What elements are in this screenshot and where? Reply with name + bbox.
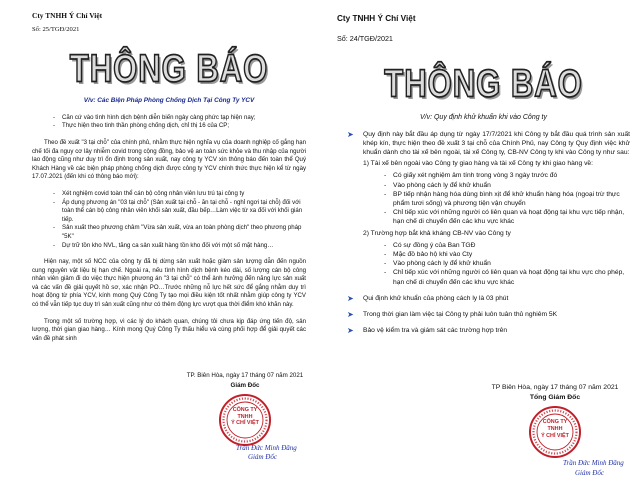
intro-paragraph: Quy định này bắt đầu áp dụng từ ngày 17/7/2021 khi Công ty bắt đầu quá trình sản xuất khép kín, thực hiện theo đề xuất 3 tại chỗ của Chính Phủ, nay Công ty Quy định việc khử khuẩn dành cho tài xế bên ngoài, tài xế Công ty, CB-NV Công ty khi vào Công ty như sau: xyxy=(363,130,630,157)
place-date: TP Biên Hòa, ngày 17 tháng 07 năm 2021 xyxy=(491,384,619,391)
handwritten-signature-role: Giám Đốc xyxy=(575,469,604,477)
signature-block xyxy=(475,383,635,477)
company-seal xyxy=(218,393,272,447)
rule-item-intro xyxy=(337,130,630,287)
section-2-list xyxy=(363,241,630,287)
seal-line: Ý CHÍ VIỆT xyxy=(541,432,569,439)
section-item: - Chỉ tiếp xúc với những người có liên quan và hoạt động tại khu vực cho phép, hạn chế di chuyển đến các khu vực khác xyxy=(381,268,630,286)
section-item: - Chỉ tiếp xúc với những người có liên quan và hoạt động tại khu vực tiếp nhận, hạn chế di chuyển đến các khu vực khác xyxy=(381,208,630,226)
company-name: Cty TNHH Ý Chí Việt xyxy=(337,14,416,23)
measure-item: - Áp dụng phương án "03 tại chỗ" (Sản xuất tại chỗ - ăn tại chỗ - nghỉ ngơi tại chỗ) đối với toàn thể cán bộ công nhân viên khối sản xuất, đầu bếp…Làm việc từ xa đối với khối gián tiếp. xyxy=(50,199,306,225)
basis-item: - Căn cứ vào tình hình dịch bệnh diễn biến ngày càng phức tạp hiện nay; xyxy=(50,114,306,123)
body-paragraph-3: Trong một số trường hợp, vì các lý do khách quan, chúng tôi chưa kịp đáp ứng tiến độ, sản lượng, thời gian giao hàng… Kính mong Quý Công Ty thấu hiểu và cùng phối hợp để giải quyết các vấn đề phát sinh xyxy=(32,317,306,342)
arrow-bullet-icon: ➤ xyxy=(347,293,354,303)
handwritten-signature-role: Giám Đốc xyxy=(248,453,277,461)
subject-line: V/v: Các Biện Pháp Phòng Chống Dịch Tại Công Ty YCV xyxy=(83,97,255,105)
rule-item xyxy=(337,294,630,303)
rules-list xyxy=(337,130,630,336)
measure-item: - Xét nghiệm covid toàn thể cán bộ công nhân viên lưu trú tại công ty xyxy=(50,190,306,199)
place-date: TP. Biên Hòa, ngày 17 tháng 07 năm 2021 xyxy=(186,372,304,379)
section-title: 2) Trường hợp bắt khả kháng CB-NV vào Công ty xyxy=(363,229,511,237)
rule-item xyxy=(337,310,630,319)
signer-role: Tổng Giám Đốc xyxy=(529,394,581,402)
basis-item: - Thực hiện theo tinh thần phòng chống dịch, chỉ thị 16 của CP; xyxy=(50,122,306,131)
section-item: - Vào phòng cách ly để khử khuẩn xyxy=(381,181,630,190)
seal-line: TNHH xyxy=(547,426,563,432)
title-block xyxy=(32,46,306,91)
seal-text xyxy=(528,419,582,439)
measure-item: - Sản xuất theo phương châm "Vừa sản xuất, vừa an toàn phòng dịch" theo phương pháp "5K" xyxy=(50,224,306,241)
handwritten-signature: Trần Đức Minh Đăng xyxy=(236,444,297,452)
measure-item: - Dự trữ tồn kho NVL, tăng ca sản xuất hàng tồn kho đối với một số mặt hàng… xyxy=(50,242,306,251)
seal-line: Ý CHÍ VIỆT xyxy=(231,420,259,427)
rule-text: Bảo vệ kiểm tra và giám sát các trường hợp trên xyxy=(363,327,508,335)
seal-line: CÔNG TY xyxy=(232,407,258,414)
measures-list xyxy=(32,190,306,250)
body-paragraph-2: Hiện nay, một số NCC của công ty đã bị dừng sản xuất hoặc giảm sản lượng dẫn đến nguồn cung nguyên vật liệu bị hạn chế. Ngoài ra, nếu tình hình dịch bệnh kéo dài, số lượng cán bộ công nhân viên giảm đi do việc thực hiện phương án "3 tại chỗ" có thể ảnh hưởng đến năng lực sản xuất và các vấn đề giải quyết hồ sơ, xác nhận PO…Trước những nỗ lực hết sức để gắng nhằm duy trì hoạt động từ phía YCV, kính mong Quý Công Ty tạo mọi điều kiện tốt nhất nhằm giúp công ty YCV có thể vẫn tiếp tục duy trì sản xuất cũng như có thêm động lực vượt qua thời điểm khó khăn này. xyxy=(32,258,306,309)
notice-title: THÔNG BÁO xyxy=(69,46,269,91)
section-title: 1) Tài xế bên ngoài vào Công ty giao hàng và tài xế Công ty khi giao hàng về: xyxy=(363,160,594,168)
notice-title: THÔNG BÁO xyxy=(384,61,583,106)
seal-line: TNHH xyxy=(237,413,253,420)
seal-text xyxy=(218,407,272,427)
seal-line: CÔNG TY xyxy=(542,419,568,426)
document-number: Số: 24/TGĐ/2021 xyxy=(337,34,393,44)
rule-text: Trong thời gian làm việc tại Công ty phải luôn tuân thủ nghiêm 5K xyxy=(363,311,558,319)
section-item: - Có sự đồng ý của Ban TGĐ xyxy=(381,241,630,250)
arrow-bullet-icon: ➤ xyxy=(347,129,354,139)
arrow-bullet-icon: ➤ xyxy=(347,326,354,336)
section-item: - Có giấy xét nghiệm âm tính trong vòng 3 ngày trước đó xyxy=(381,171,630,180)
signer-role: Giám Đốc xyxy=(230,381,260,389)
document-number: Số: 25/TGĐ/2021 xyxy=(32,25,80,33)
arrow-bullet-icon: ➤ xyxy=(347,310,354,320)
company-name: Cty TNHH Ý Chí Việt xyxy=(32,11,103,20)
signature-block xyxy=(170,372,320,461)
company-seal xyxy=(528,405,582,459)
rule-text: Qui định khử khuẩn của phòng cách ly là 03 phút xyxy=(363,294,509,302)
subject-line: V/v: Quy định khử khuẩn khi vào Công ty xyxy=(419,114,547,122)
basis-list xyxy=(32,114,306,131)
title-block xyxy=(337,61,630,106)
handwritten-signature: Trần Đức Minh Đăng xyxy=(563,459,624,467)
section-item: - Mặc đồ bảo hộ khi vào Cty xyxy=(381,250,630,259)
section-item: - Vào phòng cách ly để khử khuẩn xyxy=(381,259,630,268)
section-1-list xyxy=(363,171,630,226)
intro-paragraph: Theo đề xuất "3 tại chỗ" của chính phủ, nhằm thực hiện nghĩa vụ của doanh nghiệp cố gắng hạn chế tối đa nguy cơ lây nhiễm covid trong cộng đồng, bảo vệ an toàn sức khỏe và thu nhập của người lao động cũng như duy trì ổn định trong sản xuất, nay công ty YCV xin thông báo đến toàn thể Quý Khách Hàng về các biện pháp phòng chống dịch được công ty YCV chính thức thực hiện kể từ ngày 17.07.2021 (đến khi có thông báo mới): xyxy=(32,138,306,181)
notice-document-right xyxy=(325,0,640,500)
rule-item xyxy=(337,326,630,335)
section-item: - BP tiếp nhận hàng hóa dùng bình xịt để khử khuẩn hàng hóa (ngoại trừ thực phẩm tươi sống) và phương tiện vận chuyển xyxy=(381,190,630,208)
